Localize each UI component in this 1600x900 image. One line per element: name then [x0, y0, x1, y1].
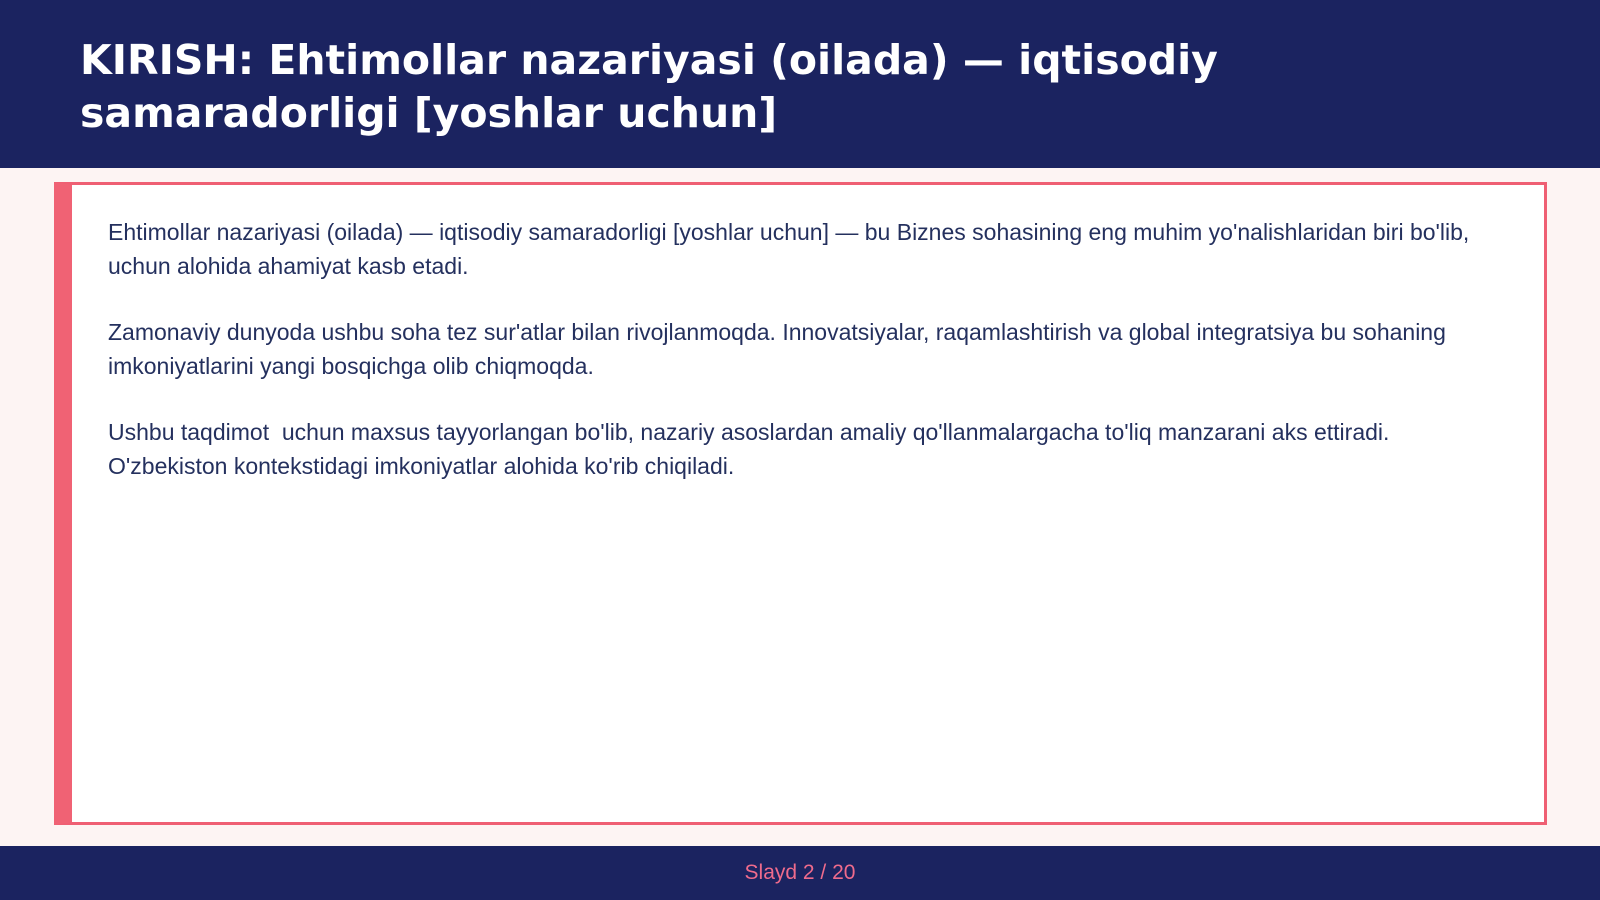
- slide-header: [0, 0, 1600, 168]
- content-card: [54, 182, 1547, 825]
- slide-title: KIRISH: Ehtimollar nazariyasi (oilada) — iqtisodiy samaradorligi [yoshlar uchun]: [80, 36, 1218, 137]
- slide-number: Slayd 2 / 20: [744, 861, 856, 884]
- presentation-overview-paragraph: Ushbu taqdimot uchun maxsus tayyorlangan bo'lib, nazariy asoslardan amaliy qo'llanmalargacha to'liq manzarani aks ettiradi. O'zbekiston kontekstidagi imkoniyatlar alohida ko'rib chiqiladi.: [108, 419, 1396, 479]
- development-paragraph: Zamonaviy dunyoda ushbu soha tez sur'atlar bilan rivojlanmoqda. Innovatsiyalar, raqamlashtirish va global integratsiya bu sohaning imkoniyatlarini yangi bosqichga olib chiqmoqda.: [108, 319, 1453, 379]
- content-text: [108, 215, 1498, 515]
- slide-footer: [0, 846, 1600, 900]
- intro-paragraph: Ehtimollar nazariyasi (oilada) — iqtisodiy samaradorligi [yoshlar uchun] — bu Biznes sohasining eng muhim yo'nalishlaridan biri bo'lib, uchun alohida ahamiyat kasb etadi.: [108, 219, 1483, 279]
